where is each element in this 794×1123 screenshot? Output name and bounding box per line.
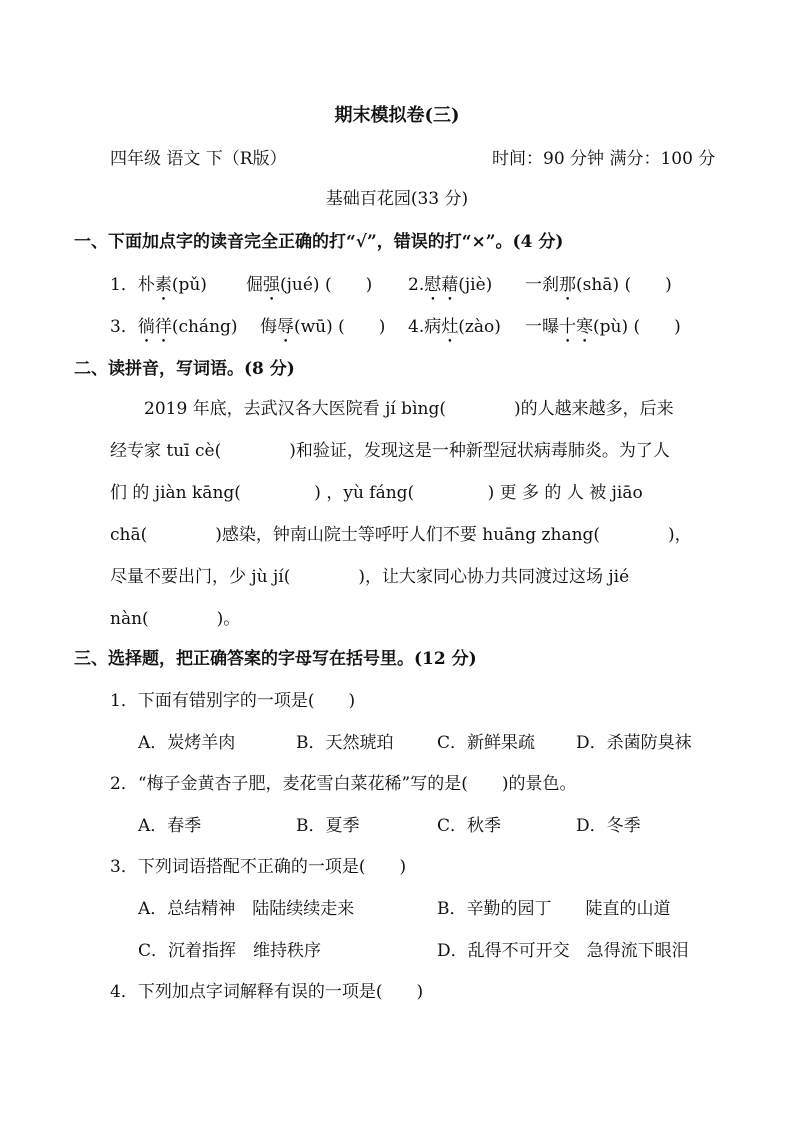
answer-paren[interactable]: ( ) bbox=[324, 275, 373, 295]
q2-passage-line: 经专家 tuī cè( )和验证，发现这是一种新型冠状病毒肺炎。为了人 bbox=[110, 441, 670, 461]
q1-pinyin: (zào) bbox=[458, 317, 501, 337]
q3-option-d[interactable]: D．杀菌防臭袜 bbox=[576, 733, 692, 753]
section-title: 基础百花园(33 分) bbox=[325, 189, 469, 209]
q1-dotted-char: 十寒 bbox=[559, 317, 593, 337]
q2-passage bbox=[110, 388, 722, 640]
q1-item-2 bbox=[408, 274, 492, 305]
answer-paren[interactable]: ( ) bbox=[624, 275, 672, 295]
q1-word-text: 倔 bbox=[246, 275, 263, 295]
q1-dotted-char: 那 bbox=[559, 275, 576, 295]
q3-option-b[interactable]: B．辛勤的园丁 陡直的山道 bbox=[437, 899, 671, 919]
q3-option-a[interactable]: A．总结精神 陆陆续续走来 bbox=[138, 899, 355, 919]
q1-pinyin: (shā) bbox=[576, 275, 620, 295]
q1-word-text: 侮 bbox=[260, 317, 277, 337]
q1-item-num: 4. bbox=[408, 317, 425, 337]
q1-item-num: 3． bbox=[110, 317, 138, 337]
grade-info: 四年级 语文 下（R版） bbox=[110, 149, 287, 169]
answer-paren[interactable]: ( ) bbox=[633, 317, 681, 337]
q1-item-4b bbox=[525, 316, 681, 347]
q1-item-3 bbox=[110, 316, 238, 347]
q1-item-1 bbox=[110, 274, 207, 305]
q1-item-2b bbox=[525, 274, 672, 305]
q1-dotted-char: 辱 bbox=[277, 317, 294, 337]
q1-pinyin: (jiè) bbox=[458, 275, 493, 295]
q1-item-3b bbox=[260, 316, 385, 347]
q3-option-a[interactable]: A．春季 bbox=[138, 816, 202, 836]
q2-heading: 二、读拼音，写词语。(8 分) bbox=[74, 359, 295, 379]
q1-dotted-char: 强 bbox=[263, 275, 280, 295]
q1-pinyin: (jué) bbox=[280, 275, 320, 295]
q1-heading: 一、下面加点字的读音完全正确的打“√”，错误的打“×”。(4 分) bbox=[74, 232, 564, 252]
q2-passage-line: 尽量不要出门，少 jù jí( )，让大家同心协力共同渡过这场 jié bbox=[110, 567, 630, 587]
q1-dotted-char: 灶 bbox=[441, 317, 459, 337]
q1-dotted-char: 素 bbox=[154, 275, 172, 295]
q3-option-b[interactable]: B．夏季 bbox=[296, 816, 360, 836]
q1-pinyin: (wū) bbox=[294, 317, 333, 337]
page-title: 期末模拟卷(三) bbox=[334, 105, 460, 126]
q3-stem-1: 1．下面有错别字的一项是( ) bbox=[110, 691, 356, 711]
q3-stem-2: 2．“梅子金黄杏子肥，麦花雪白菜花稀”写的是( )的景色。 bbox=[110, 774, 577, 794]
q1-dotted-char: 徜徉 bbox=[137, 317, 172, 337]
q3-option-d[interactable]: D．乱得不可开交 急得流下眼泪 bbox=[437, 941, 689, 961]
q1-item-1b bbox=[246, 274, 372, 305]
q1-pinyin: (pǔ) bbox=[171, 275, 207, 295]
q1-item-num: 1． bbox=[110, 275, 138, 295]
q3-option-c[interactable]: C．新鲜果疏 bbox=[437, 733, 536, 753]
q1-pinyin: (cháng) bbox=[171, 317, 238, 337]
q2-passage-line: chā( )感染，钟南山院士等呼吁人们不要 huāng zhang( )， bbox=[110, 525, 692, 545]
q3-option-a[interactable]: A．炭烤羊肉 bbox=[138, 733, 236, 753]
answer-paren[interactable]: ( ) bbox=[338, 317, 386, 337]
q3-stem-4: 4．下列加点字词解释有误的一项是( ) bbox=[110, 982, 424, 1002]
q1-word-text: 一曝 bbox=[525, 317, 559, 337]
q3-option-c[interactable]: C．沉着指挥 维持秩序 bbox=[138, 941, 322, 961]
q1-word-text: 病 bbox=[424, 317, 442, 337]
time-score-info: 时间：90 分钟 满分：100 分 bbox=[492, 149, 716, 169]
q3-heading: 三、选择题，把正确答案的字母写在括号里。(12 分) bbox=[74, 649, 477, 669]
q1-dotted-char: 慰藉 bbox=[424, 275, 459, 295]
q3-option-c[interactable]: C．秋季 bbox=[437, 816, 502, 836]
q1-item-num: 2. bbox=[408, 275, 425, 295]
q1-pinyin: (pù) bbox=[593, 317, 629, 337]
q1-item-4 bbox=[408, 316, 501, 347]
q1-word-text: 朴 bbox=[137, 275, 155, 295]
q2-passage-line: 们 的 jiàn kāng( ) ，yù fáng( ) 更 多 的 人 被 jiāo bbox=[110, 483, 643, 503]
q2-passage-line: 2019 年底，去武汉各大医院看 jí bìng( )的人越来越多，后来 bbox=[110, 399, 674, 419]
q3-option-d[interactable]: D．冬季 bbox=[576, 816, 641, 836]
q3-option-b[interactable]: B．天然琥珀 bbox=[296, 733, 394, 753]
q2-passage-line: nàn( )。 bbox=[110, 609, 241, 629]
q1-word-text: 一刹 bbox=[525, 275, 559, 295]
q3-stem-3: 3．下列词语搭配不正确的一项是( ) bbox=[110, 857, 407, 877]
